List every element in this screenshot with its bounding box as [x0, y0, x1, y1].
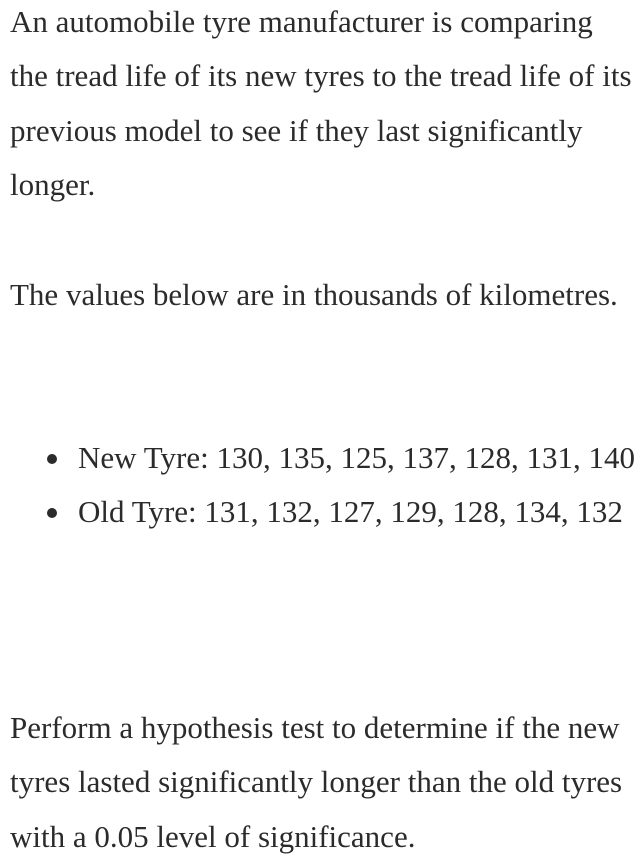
tyre-data-list [10, 431, 635, 540]
list-item-label: Old Tyre: 131, 132, 127, 129, 128, 134, 132 [78, 494, 623, 530]
task-paragraph: Perform a hypothesis test to determine if the new tyres lasted significantly longer than the old tyres with a 0.05 level of significance. [10, 710, 623, 854]
bullet-icon [47, 454, 57, 464]
list-item-new-tyre [10, 431, 635, 485]
list-item-label: New Tyre: 130, 135, 125, 137, 128, 131, 140 [78, 440, 635, 475]
intro-paragraph: An automobile tyre manufacturer is comparing the tread life of its new tyres to the tread life of its previous model to see if they last significantly longer. [10, 4, 632, 202]
bullet-icon [47, 508, 57, 518]
list-item-old-tyre [10, 485, 635, 539]
units-note-paragraph: The values below are in thousands of kilometres. [10, 277, 618, 312]
